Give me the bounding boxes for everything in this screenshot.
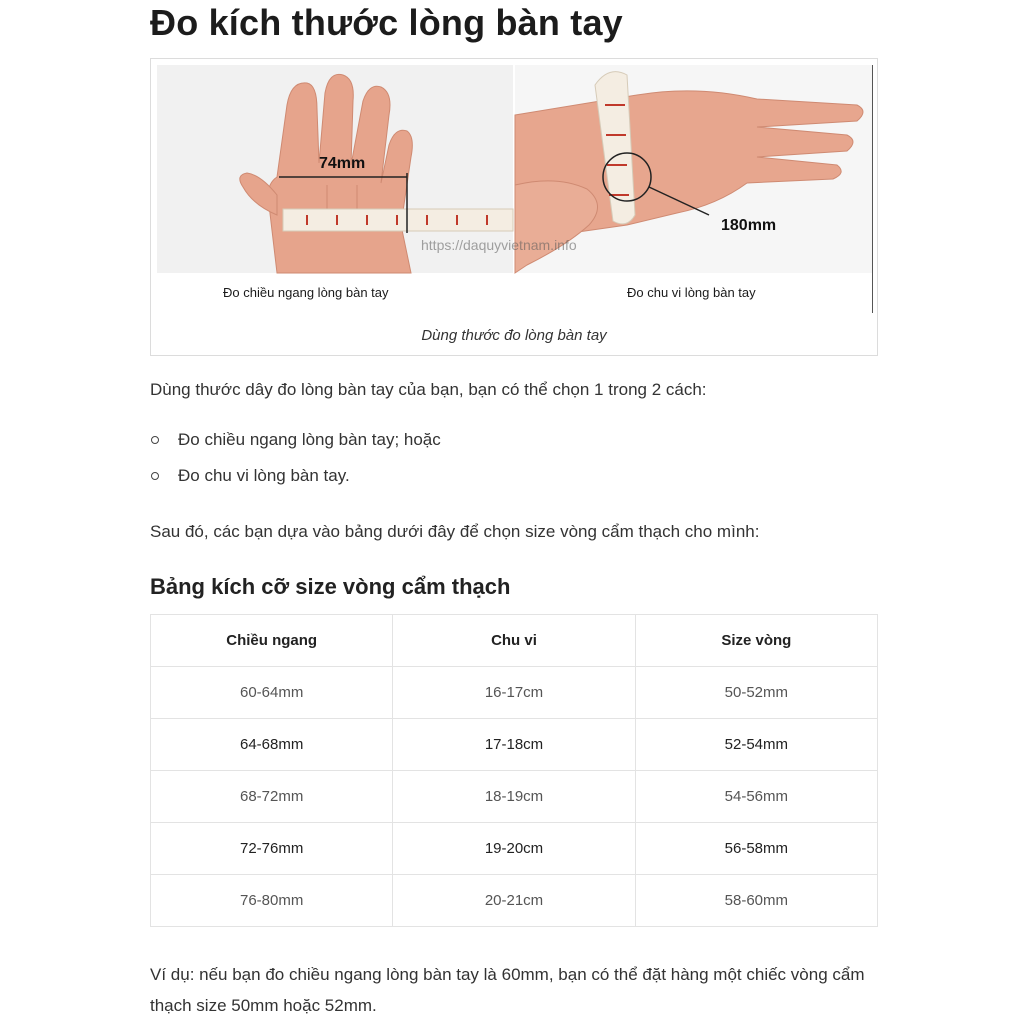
cell-size: 54-56mm bbox=[635, 771, 877, 823]
methods-list bbox=[150, 422, 441, 494]
cell-circumference: 16-17cm bbox=[393, 667, 635, 719]
header-width: Chiều ngang bbox=[151, 615, 393, 667]
header-bracelet-size: Size vòng bbox=[635, 615, 877, 667]
cell-width: 76-80mm bbox=[151, 875, 393, 927]
cell-width: 72-76mm bbox=[151, 823, 393, 875]
watermark: https://daquyvietnam.info bbox=[421, 237, 577, 253]
list-item bbox=[150, 458, 441, 494]
cell-size: 56-58mm bbox=[635, 823, 877, 875]
cell-size: 52-54mm bbox=[635, 719, 877, 771]
size-table bbox=[150, 614, 878, 927]
size-table-heading: Bảng kích cỡ size vòng cẩm thạch bbox=[150, 574, 511, 599]
circle-bullet-icon bbox=[151, 436, 159, 444]
method-text: Đo chiều ngang lòng bàn tay; hoặc bbox=[178, 430, 441, 449]
table-header-row bbox=[151, 615, 878, 667]
right-photo-label: Đo chu vi lòng bàn tay bbox=[627, 285, 756, 300]
figure-caption: Dùng thước đo lòng bàn tay bbox=[421, 327, 607, 344]
left-photo-label: Đo chiều ngang lòng bàn tay bbox=[223, 285, 389, 300]
cell-width: 60-64mm bbox=[151, 667, 393, 719]
cell-size: 58-60mm bbox=[635, 875, 877, 927]
cell-circumference: 17-18cm bbox=[393, 719, 635, 771]
circumference-measure-label: 180mm bbox=[721, 217, 777, 234]
after-paragraph: Sau đó, các bạn dựa vào bảng dưới đây để chọn size vòng cẩm thạch cho mình: bbox=[150, 522, 760, 541]
cell-size: 50-52mm bbox=[635, 667, 877, 719]
page-title: Đo kích thước lòng bàn tay bbox=[150, 2, 623, 43]
intro-paragraph: Dùng thước dây đo lòng bàn tay của bạn, bạn có thể chọn 1 trong 2 cách: bbox=[150, 380, 707, 399]
table-row bbox=[151, 719, 878, 771]
width-measure-label: 74mm bbox=[319, 155, 366, 172]
table-row bbox=[151, 771, 878, 823]
left-measuring-tape bbox=[283, 209, 513, 231]
cell-width: 68-72mm bbox=[151, 771, 393, 823]
measurement-figure bbox=[150, 58, 878, 356]
cell-circumference: 20-21cm bbox=[393, 875, 635, 927]
method-text: Đo chu vi lòng bàn tay. bbox=[178, 466, 350, 485]
example-paragraph: Ví dụ: nếu bạn đo chiều ngang lòng bàn tay là 60mm, bạn có thể đặt hàng một chiếc vòng cẩm thạch size 50mm hoặc 52mm. bbox=[150, 965, 865, 1015]
hand-measurement-illustration bbox=[157, 65, 873, 313]
list-item bbox=[150, 422, 441, 458]
cell-circumference: 18-19cm bbox=[393, 771, 635, 823]
circle-bullet-icon bbox=[151, 472, 159, 480]
header-circumference: Chu vi bbox=[393, 615, 635, 667]
table-row bbox=[151, 667, 878, 719]
cell-circumference: 19-20cm bbox=[393, 823, 635, 875]
table-row bbox=[151, 875, 878, 927]
table-row bbox=[151, 823, 878, 875]
cell-width: 64-68mm bbox=[151, 719, 393, 771]
